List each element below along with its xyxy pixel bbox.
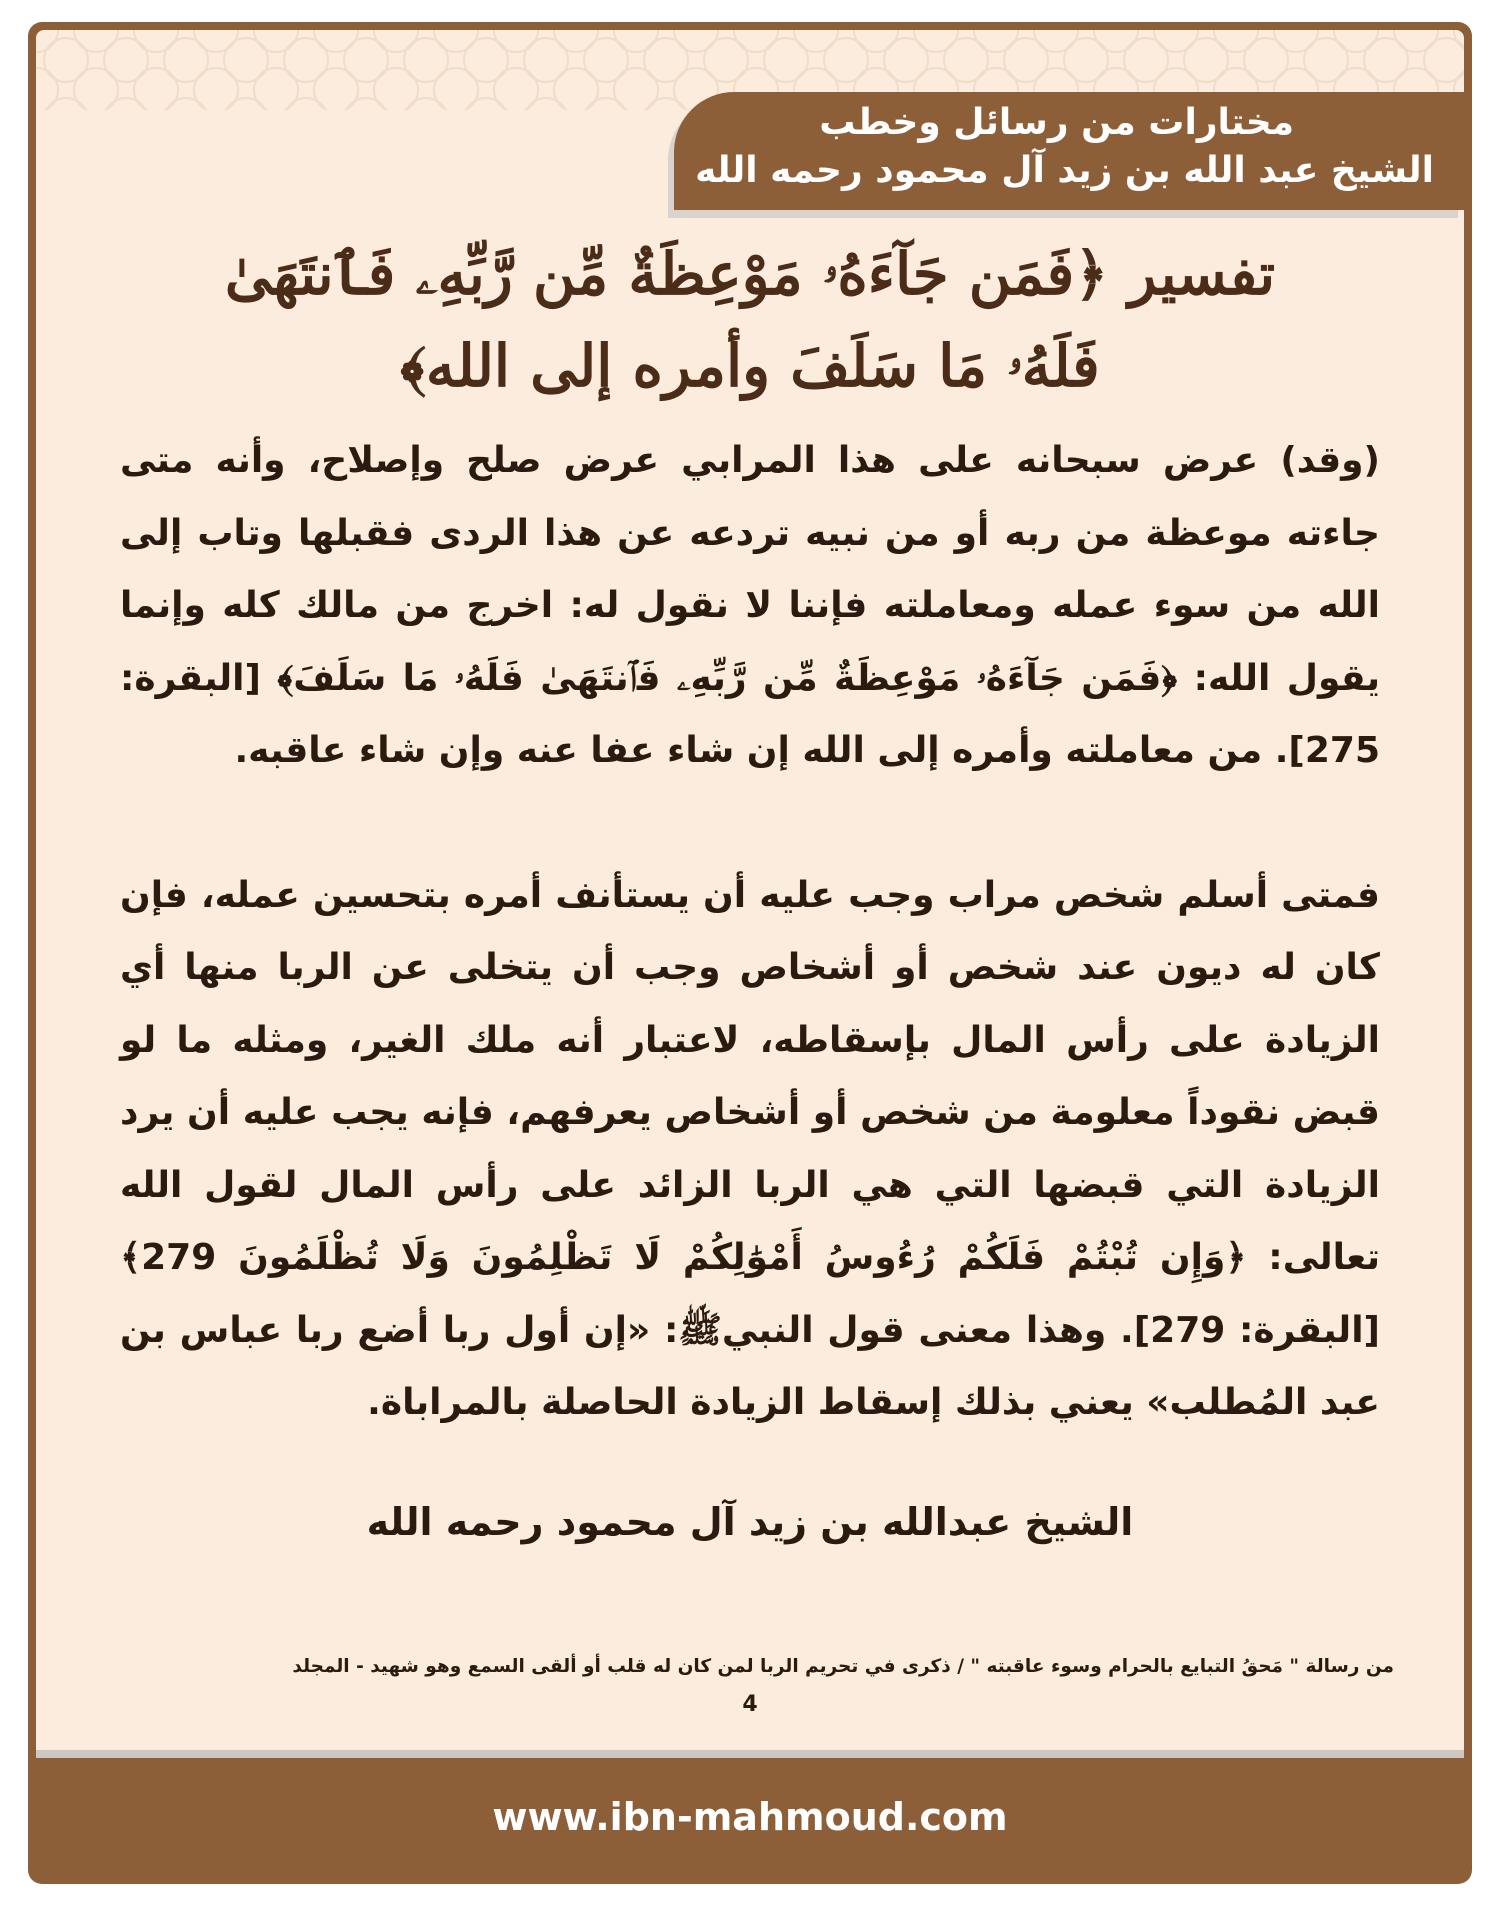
header-author-name: الشيخ عبد الله بن زيد آل محمود رحمه الله <box>695 150 1434 191</box>
article-body <box>120 425 1380 1512</box>
source-citation: من رسالة " مَحقُ التبايع بالحرام وسوء عاقبته " / ذكرى في تحريم الربا لمن كان له قلب أو ألقى السمع وهو شهيد - المجلد <box>292 1656 1394 1677</box>
header-ribbon <box>674 92 1464 210</box>
footer-divider <box>36 1750 1464 1758</box>
paragraph-2: فمتى أسلم شخص مراب وجب عليه أن يستأنف أمره بتحسين عمله، فإن كان له ديون عند شخص أو أشخاص وجب أن يتخلى عن الربا منها أي الزيادة على رأس المال بإسقاطه، لاعتبار أنه ملك الغير، ومثله ما لو قبض نقوداً معلومة من شخص أو أشخاص يعرفهم، فإنه يجب عليه أن يرد الزيادة التي قبضها التي هي الربا الزائد على رأس المال لقول الله تعالى: ﴿وَإِن تُبْتُمْ فَلَكُمْ رُءُوسُ أَمْوَٰلِكُمْ لَا تَظْلِمُونَ وَلَا تُظْلَمُونَ 279﴾ [البقرة: 279]. وهذا معنى قول النبيﷺ: «إن أول ربا أضع ربا عباس بن عبد المُطلب» يعني بذلك إسقاط الزيادة الحاصلة بالمراباة. <box>120 874 1380 1423</box>
title-line-2: فَلَهُۥ مَا سَلَفَ وأمره إلى الله﴾ <box>400 332 1100 400</box>
page-title <box>126 228 1374 412</box>
author-signature: الشيخ عبدالله بن زيد آل محمود رحمه الله <box>366 1500 1134 1544</box>
title-line-1: تفسير ﴿فَمَن جَآءَهُۥ مَوْعِظَةٌ مِّن رَّبِّهِۦ فَٱنتَهَىٰ <box>224 240 1276 308</box>
page-content <box>36 30 1464 1750</box>
website-link[interactable]: www.ibn-mahmoud.com <box>492 1795 1008 1839</box>
paragraph-1: (وقد) عرض سبحانه على هذا المرابي عرض صلح وإصلاح، وأنه متى جاءته موعظة من ربه أو من نبيه تردعه عن هذا الردى فقبلها وتاب إلى الله من سوء عمله ومعاملته فإننا لا نقول له: اخرج من مالك كله وإنما يقول الله: ﴿فَمَن جَآءَهُۥ مَوْعِظَةٌ مِّن رَّبِّهِۦ فَٱنتَهَىٰ فَلَهُۥ مَا سَلَفَ﴾ [البقرة: 275]. من معاملته وأمره إلى الله إن شاء عفا عنه وإن شاء عاقبه. <box>120 440 1380 771</box>
header-collection-title: مختارات من رسائل وخطب <box>819 102 1294 143</box>
page-number: 4 <box>742 1692 758 1717</box>
